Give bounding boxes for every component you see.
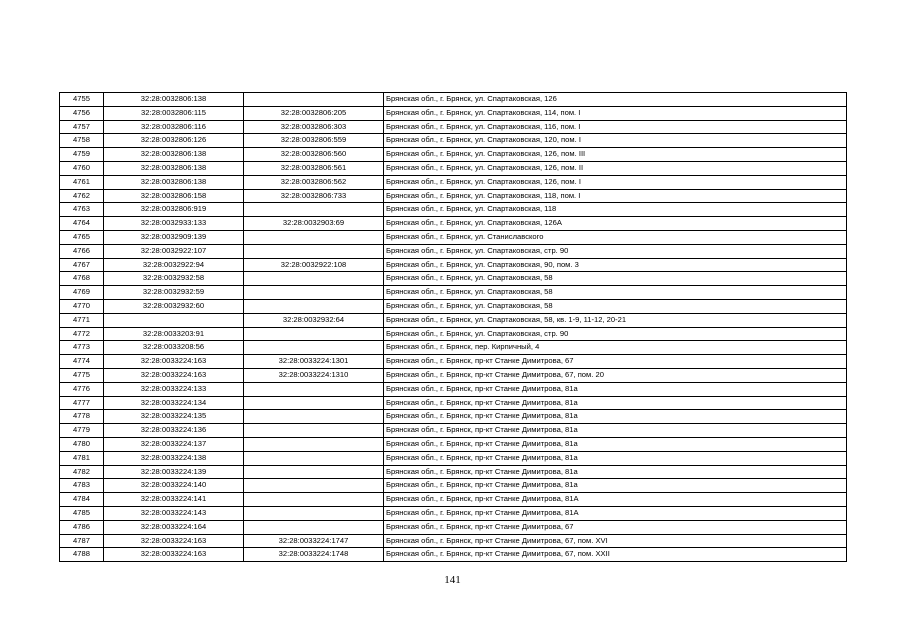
row-number-cell: 4780	[60, 437, 104, 451]
address-cell: Брянская обл., г. Брянск, пр-кт Станке Димитрова, 81а	[384, 396, 847, 410]
row-number-cell: 4774	[60, 355, 104, 369]
table-row	[60, 548, 847, 562]
address-cell: Брянская обл., г. Брянск, ул. Спартаковская, 126, пом. II	[384, 161, 847, 175]
premises-cadastral-number-cell	[244, 506, 384, 520]
address-cell: Брянская обл., г. Брянск, пр-кт Станке Димитрова, 81а	[384, 424, 847, 438]
table-row	[60, 451, 847, 465]
premises-cadastral-number-cell: 32:28:0032806:303	[244, 120, 384, 134]
table-row	[60, 175, 847, 189]
premises-cadastral-number-cell: 32:28:0032932:64	[244, 313, 384, 327]
premises-cadastral-number-cell	[244, 341, 384, 355]
cadastral-number-cell: 32:28:0033224:164	[104, 520, 244, 534]
table-row	[60, 410, 847, 424]
premises-cadastral-number-cell	[244, 299, 384, 313]
address-cell: Брянская обл., г. Брянск, пр-кт Станке Димитрова, 67, пом. XXII	[384, 548, 847, 562]
table-row	[60, 465, 847, 479]
premises-cadastral-number-cell	[244, 493, 384, 507]
premises-cadastral-number-cell: 32:28:0032806:559	[244, 134, 384, 148]
row-number-cell: 4763	[60, 203, 104, 217]
row-number-cell: 4771	[60, 313, 104, 327]
row-number-cell: 4777	[60, 396, 104, 410]
table-row	[60, 327, 847, 341]
cadastral-number-cell: 32:28:0033224:143	[104, 506, 244, 520]
row-number-cell: 4783	[60, 479, 104, 493]
cadastral-number-cell: 32:28:0033224:140	[104, 479, 244, 493]
row-number-cell: 4773	[60, 341, 104, 355]
row-number-cell: 4785	[60, 506, 104, 520]
cadastral-number-cell: 32:28:0032806:138	[104, 175, 244, 189]
cadastral-number-cell: 32:28:0033224:134	[104, 396, 244, 410]
address-cell: Брянская обл., г. Брянск, ул. Спартаковская, 90, пом. 3	[384, 258, 847, 272]
registry-table-body	[60, 93, 847, 562]
table-row	[60, 120, 847, 134]
row-number-cell: 4758	[60, 134, 104, 148]
address-cell: Брянская обл., г. Брянск, ул. Спартаковская, 58	[384, 299, 847, 313]
address-cell: Брянская обл., г. Брянск, ул. Спартаковская, 120, пом. I	[384, 134, 847, 148]
row-number-cell: 4775	[60, 368, 104, 382]
premises-cadastral-number-cell	[244, 437, 384, 451]
cadastral-registry-table	[59, 92, 847, 562]
address-cell: Брянская обл., г. Брянск, ул. Спартаковская, 126А	[384, 217, 847, 231]
row-number-cell: 4776	[60, 382, 104, 396]
cadastral-number-cell: 32:28:0033208:56	[104, 341, 244, 355]
address-cell: Брянская обл., г. Брянск, пр-кт Станке Димитрова, 81а	[384, 479, 847, 493]
premises-cadastral-number-cell	[244, 203, 384, 217]
premises-cadastral-number-cell	[244, 479, 384, 493]
row-number-cell: 4787	[60, 534, 104, 548]
row-number-cell: 4761	[60, 175, 104, 189]
premises-cadastral-number-cell: 32:28:0032806:561	[244, 161, 384, 175]
cadastral-number-cell: 32:28:0033224:163	[104, 355, 244, 369]
premises-cadastral-number-cell	[244, 286, 384, 300]
address-cell: Брянская обл., г. Брянск, пр-кт Станке Димитрова, 67, пом. 20	[384, 368, 847, 382]
table-row	[60, 313, 847, 327]
address-cell: Брянская обл., г. Брянск, ул. Спартаковская, 58	[384, 286, 847, 300]
address-cell: Брянская обл., г. Брянск, пр-кт Станке Димитрова, 81а	[384, 451, 847, 465]
cadastral-number-cell: 32:28:0032909:139	[104, 230, 244, 244]
cadastral-number-cell	[104, 313, 244, 327]
cadastral-number-cell: 32:28:0033224:136	[104, 424, 244, 438]
table-row	[60, 424, 847, 438]
address-cell: Брянская обл., г. Брянск, пр-кт Станке Димитрова, 81а	[384, 410, 847, 424]
premises-cadastral-number-cell: 32:28:0032903:69	[244, 217, 384, 231]
table-row	[60, 382, 847, 396]
row-number-cell: 4778	[60, 410, 104, 424]
cadastral-number-cell: 32:28:0033203:91	[104, 327, 244, 341]
cadastral-number-cell: 32:28:0032806:919	[104, 203, 244, 217]
table-row	[60, 493, 847, 507]
table-row	[60, 341, 847, 355]
premises-cadastral-number-cell	[244, 93, 384, 107]
premises-cadastral-number-cell: 32:28:0033224:1748	[244, 548, 384, 562]
table-row	[60, 368, 847, 382]
row-number-cell: 4764	[60, 217, 104, 231]
table-row	[60, 244, 847, 258]
address-cell: Брянская обл., г. Брянск, ул. Станиславского	[384, 230, 847, 244]
table-row	[60, 93, 847, 107]
cadastral-number-cell: 32:28:0033224:163	[104, 548, 244, 562]
cadastral-number-cell: 32:28:0033224:163	[104, 368, 244, 382]
address-cell: Брянская обл., г. Брянск, ул. Спартаковская, 126	[384, 93, 847, 107]
row-number-cell: 4766	[60, 244, 104, 258]
premises-cadastral-number-cell: 32:28:0032806:733	[244, 189, 384, 203]
address-cell: Брянская обл., г. Брянск, ул. Спартаковская, 126, пом. III	[384, 148, 847, 162]
cadastral-number-cell: 32:28:0032932:58	[104, 272, 244, 286]
address-cell: Брянская обл., г. Брянск, пр-кт Станке Димитрова, 67, пом. XVI	[384, 534, 847, 548]
address-cell: Брянская обл., г. Брянск, пр-кт Станке Димитрова, 67	[384, 520, 847, 534]
premises-cadastral-number-cell	[244, 451, 384, 465]
address-cell: Брянская обл., г. Брянск, ул. Спартаковская, 116, пом. I	[384, 120, 847, 134]
table-row	[60, 258, 847, 272]
premises-cadastral-number-cell	[244, 396, 384, 410]
cadastral-number-cell: 32:28:0033224:133	[104, 382, 244, 396]
premises-cadastral-number-cell	[244, 410, 384, 424]
table-row	[60, 396, 847, 410]
cadastral-number-cell: 32:28:0032806:115	[104, 106, 244, 120]
cadastral-number-cell: 32:28:0032806:138	[104, 148, 244, 162]
address-cell: Брянская обл., г. Брянск, пер. Кирпичный, 4	[384, 341, 847, 355]
address-cell: Брянская обл., г. Брянск, пр-кт Станке Димитрова, 67	[384, 355, 847, 369]
address-cell: Брянская обл., г. Брянск, пр-кт Станке Димитрова, 81а	[384, 382, 847, 396]
table-row	[60, 272, 847, 286]
row-number-cell: 4757	[60, 120, 104, 134]
row-number-cell: 4781	[60, 451, 104, 465]
row-number-cell: 4756	[60, 106, 104, 120]
row-number-cell: 4760	[60, 161, 104, 175]
premises-cadastral-number-cell	[244, 424, 384, 438]
row-number-cell: 4784	[60, 493, 104, 507]
row-number-cell: 4788	[60, 548, 104, 562]
table-row	[60, 355, 847, 369]
cadastral-number-cell: 32:28:0032932:59	[104, 286, 244, 300]
table-row	[60, 506, 847, 520]
premises-cadastral-number-cell	[244, 520, 384, 534]
address-cell: Брянская обл., г. Брянск, ул. Спартаковская, стр. 90	[384, 244, 847, 258]
row-number-cell: 4779	[60, 424, 104, 438]
address-cell: Брянская обл., г. Брянск, ул. Спартаковская, 58, кв. 1-9, 11-12, 20-21	[384, 313, 847, 327]
table-row	[60, 161, 847, 175]
cadastral-number-cell: 32:28:0032933:133	[104, 217, 244, 231]
row-number-cell: 4759	[60, 148, 104, 162]
premises-cadastral-number-cell	[244, 465, 384, 479]
table-row	[60, 134, 847, 148]
row-number-cell: 4755	[60, 93, 104, 107]
row-number-cell: 4768	[60, 272, 104, 286]
cadastral-number-cell: 32:28:0032806:138	[104, 93, 244, 107]
cadastral-number-cell: 32:28:0033224:141	[104, 493, 244, 507]
table-row	[60, 203, 847, 217]
premises-cadastral-number-cell	[244, 272, 384, 286]
cadastral-number-cell: 32:28:0032922:94	[104, 258, 244, 272]
premises-cadastral-number-cell: 32:28:0032806:560	[244, 148, 384, 162]
cadastral-number-cell: 32:28:0032806:126	[104, 134, 244, 148]
row-number-cell: 4767	[60, 258, 104, 272]
table-row	[60, 479, 847, 493]
table-row	[60, 217, 847, 231]
premises-cadastral-number-cell	[244, 382, 384, 396]
premises-cadastral-number-cell: 32:28:0033224:1301	[244, 355, 384, 369]
premises-cadastral-number-cell: 32:28:0032806:562	[244, 175, 384, 189]
page-number: 141	[444, 574, 461, 586]
cadastral-number-cell: 32:28:0032932:60	[104, 299, 244, 313]
address-cell: Брянская обл., г. Брянск, ул. Спартаковская, 118, пом. I	[384, 189, 847, 203]
address-cell: Брянская обл., г. Брянск, пр-кт Станке Димитрова, 81а	[384, 437, 847, 451]
cadastral-number-cell: 32:28:0033224:163	[104, 534, 244, 548]
address-cell: Брянская обл., г. Брянск, ул. Спартаковская, 118	[384, 203, 847, 217]
address-cell: Брянская обл., г. Брянск, пр-кт Станке Димитрова, 81А	[384, 493, 847, 507]
address-cell: Брянская обл., г. Брянск, ул. Спартаковская, стр. 90	[384, 327, 847, 341]
cadastral-number-cell: 32:28:0032806:116	[104, 120, 244, 134]
row-number-cell: 4772	[60, 327, 104, 341]
table-row	[60, 286, 847, 300]
address-cell: Брянская обл., г. Брянск, ул. Спартаковская, 126, пом. I	[384, 175, 847, 189]
table-row	[60, 230, 847, 244]
address-cell: Брянская обл., г. Брянск, пр-кт Станке Димитрова, 81А	[384, 506, 847, 520]
premises-cadastral-number-cell	[244, 230, 384, 244]
table-row	[60, 520, 847, 534]
cadastral-number-cell: 32:28:0032806:158	[104, 189, 244, 203]
table-row	[60, 299, 847, 313]
cadastral-number-cell: 32:28:0033224:137	[104, 437, 244, 451]
row-number-cell: 4786	[60, 520, 104, 534]
premises-cadastral-number-cell: 32:28:0032806:205	[244, 106, 384, 120]
premises-cadastral-number-cell: 32:28:0033224:1310	[244, 368, 384, 382]
cadastral-number-cell: 32:28:0032922:107	[104, 244, 244, 258]
table-row	[60, 437, 847, 451]
cadastral-number-cell: 32:28:0033224:135	[104, 410, 244, 424]
row-number-cell: 4770	[60, 299, 104, 313]
cadastral-number-cell: 32:28:0033224:139	[104, 465, 244, 479]
premises-cadastral-number-cell	[244, 244, 384, 258]
cadastral-number-cell: 32:28:0033224:138	[104, 451, 244, 465]
row-number-cell: 4765	[60, 230, 104, 244]
table-row	[60, 189, 847, 203]
premises-cadastral-number-cell: 32:28:0033224:1747	[244, 534, 384, 548]
cadastral-number-cell: 32:28:0032806:138	[104, 161, 244, 175]
address-cell: Брянская обл., г. Брянск, ул. Спартаковская, 58	[384, 272, 847, 286]
row-number-cell: 4769	[60, 286, 104, 300]
table-row	[60, 106, 847, 120]
premises-cadastral-number-cell	[244, 327, 384, 341]
table-row	[60, 148, 847, 162]
address-cell: Брянская обл., г. Брянск, пр-кт Станке Димитрова, 81а	[384, 465, 847, 479]
row-number-cell: 4782	[60, 465, 104, 479]
address-cell: Брянская обл., г. Брянск, ул. Спартаковская, 114, пом. I	[384, 106, 847, 120]
premises-cadastral-number-cell: 32:28:0032922:108	[244, 258, 384, 272]
table-row	[60, 534, 847, 548]
row-number-cell: 4762	[60, 189, 104, 203]
